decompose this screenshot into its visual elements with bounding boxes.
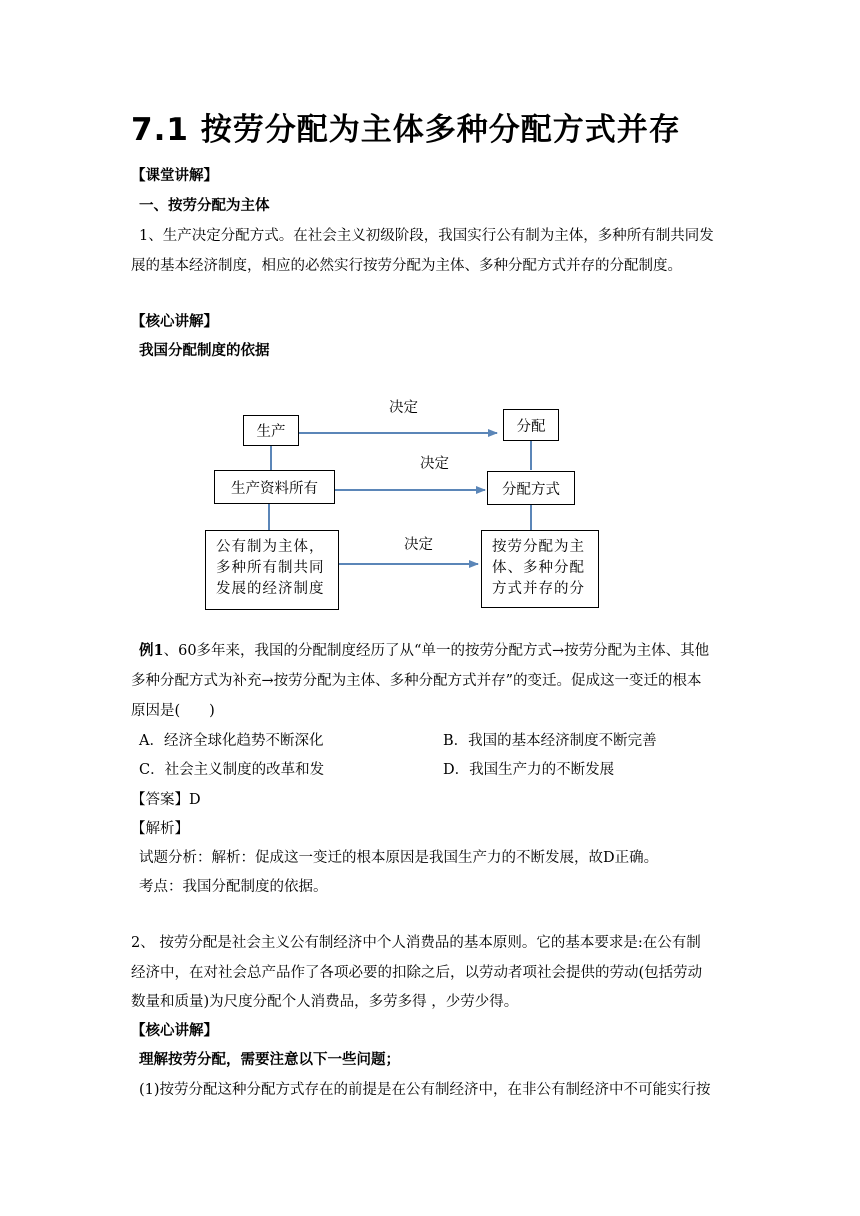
diagram-box-distribution-mode: 分配方式	[487, 471, 575, 505]
core-explanation-subheading-2: 理解按劳分配，需要注意以下一些问题；	[139, 1051, 400, 1068]
paragraph-2-line-1: 2、 按劳分配是社会主义公有制经济中个人消费品的基本原则。它的基本要求是:在公有制	[131, 935, 701, 951]
example-1-line-2: 多种分配方式为补充→按劳分配为主体、多种分配方式并存”的变迁。促成这一变迁的根本	[131, 673, 702, 689]
core-explanation-subheading: 我国分配制度的依据	[139, 342, 270, 359]
paragraph-1-line-2: 展的基本经济制度，相应的必然实行按劳分配为主体、多种分配方式并存的分配制度。	[131, 258, 682, 274]
example-1-line-3: 原因是( )	[131, 703, 215, 719]
page-title: 7.1 按劳分配为主体多种分配方式并存	[131, 112, 681, 148]
item-1: (1)按劳分配这种分配方式存在的前提是在公有制经济中，在非公有制经济中不可能实行按	[139, 1082, 711, 1098]
diagram-box-distribution: 分配	[503, 409, 559, 441]
paragraph-1-line-1: 1、生产决定分配方式。在社会主义初级阶段，我国实行公有制为主体，多种所有制共同发	[139, 228, 714, 244]
example-1-line-1-text: 、60多年来，我国的分配制度经历了从“单一的按劳分配方式→按劳分配为主体、其他	[163, 643, 710, 659]
core-explanation-heading: 【核心讲解】	[131, 313, 218, 330]
paragraph-2-line-3: 数量和质量)为尺度分配个人消费品，多劳多得 ，少劳少得。	[131, 994, 519, 1010]
arrow-label-decides-1: 决定	[389, 400, 418, 416]
paragraph-2-line-2: 经济中，在对社会总产品作了各项必要的扣除之后，以劳动者项社会提供的劳动(包括劳动	[131, 965, 703, 981]
example-1-line-1	[139, 641, 709, 661]
core-explanation-heading-2: 【核心讲解】	[131, 1022, 218, 1039]
heading-labor-distribution-main: 一、按劳分配为主体	[139, 197, 270, 214]
answer: 【答案】D	[131, 792, 201, 808]
kaodian-text: 考点：我国分配制度的依据。	[139, 879, 328, 895]
option-d: D．我国生产力的不断发展	[443, 762, 615, 778]
arrow-label-decides-2: 决定	[420, 456, 449, 472]
diagram-box-public-ownership-system: 公有制为主体，多种所有制共同发展的经济制度	[205, 530, 339, 610]
option-a: A．经济全球化趋势不断深化	[139, 733, 324, 749]
analysis-label: 【解析】	[131, 821, 189, 837]
arrow-label-decides-3: 决定	[404, 537, 433, 553]
section-classroom-heading: 【课堂讲解】	[131, 167, 218, 184]
example-1-prefix: 例1	[139, 642, 164, 659]
option-c: C．社会主义制度的改革和发	[139, 762, 325, 778]
diagram-box-production: 生产	[243, 415, 299, 446]
diagram-box-labor-distribution-system: 按劳分配为主体、多种分配方式并存的分	[481, 530, 599, 608]
diagram-box-ownership: 生产资料所有	[214, 470, 335, 504]
analysis-text: 试题分析：解析：促成这一变迁的根本原因是我国生产力的不断发展，故D正确。	[139, 850, 659, 866]
option-b: B．我国的基本经济制度不断完善	[443, 733, 657, 749]
